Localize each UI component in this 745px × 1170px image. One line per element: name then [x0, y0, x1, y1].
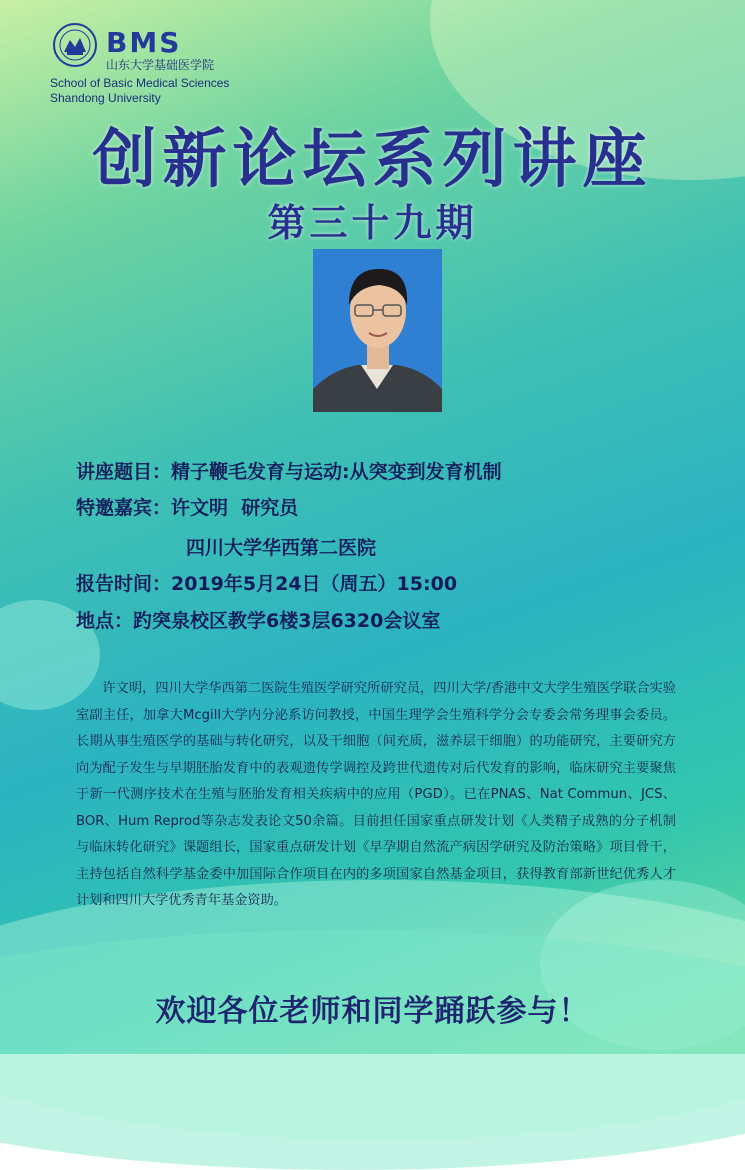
- university-name-en: Shandong University: [50, 91, 161, 105]
- place-label: 地点：: [76, 610, 134, 632]
- guest-affiliation: 四川大学华西第二医院: [186, 537, 377, 559]
- time-value: 2019年5月24日（周五）15:00: [171, 573, 458, 595]
- lecture-topic: [76, 457, 502, 484]
- speaker-biography: 许文明，四川大学华西第二医院生殖医学研究所研究员，四川大学/香港中文大学生殖医学联合实验室副主任，加拿大Mcgill大学内分泌系访问教授，中国生理学会生殖科学分会专委会常务理事会委员。长期从事生殖医学的基础与转化研究，以及干细胞（间充质，滋养层干细胞）的功能研究，主要研究方向为配子发生与早期胚胎发育中的表观遗传学调控及跨世代遗传对后代发育的影响，临床研究主要聚焦于新一代测序技术在生殖与胚胎发育相关疾病中的应用（PGD）。已在PNAS、Nat Commun、JCS、BOR、Hum Reprod等杂志发表论文50余篇。目前担任国家重点研发计划《人类精子成熟的分子机制与临床转化研究》课题组长，国家重点研发计划《早孕期自然流产病因学研究及防治策略》项目骨干，主持包括自然科学基金委中加国际合作项目在内的多项国家自然基金项目，获得教育部新世纪优秀人才计划和四川大学优秀青年基金资助。: [76, 681, 676, 908]
- speaker-photo: [313, 249, 442, 412]
- university-emblem-icon: [52, 22, 98, 68]
- time-label: 报告时间：: [76, 573, 172, 595]
- guest-label: 特邀嘉宾：: [76, 497, 172, 519]
- school-name-en: School of Basic Medical Sciences: [50, 76, 230, 90]
- welcome-message: 欢迎各位老师和同学踊跃参与！: [155, 994, 590, 1029]
- place-value: 趵突泉校区教学6楼3层6320会议室: [133, 610, 441, 632]
- guest-value: 许文明 研究员: [171, 497, 299, 519]
- school-name-cn: 山东大学基础医学院: [106, 58, 215, 72]
- poster-title: 创新论坛系列讲座: [92, 123, 653, 197]
- lecture-place: [76, 606, 440, 633]
- issue-number: 第三十九期: [267, 201, 478, 245]
- logo-abbreviation: BMS: [106, 26, 182, 59]
- lecture-time: [76, 569, 457, 596]
- decor-wave: [0, 930, 745, 1170]
- topic-value: 精子鞭毛发育与运动:从突变到发育机制: [171, 461, 502, 483]
- lecture-guest: [76, 493, 298, 520]
- topic-label: 讲座题目：: [76, 461, 172, 483]
